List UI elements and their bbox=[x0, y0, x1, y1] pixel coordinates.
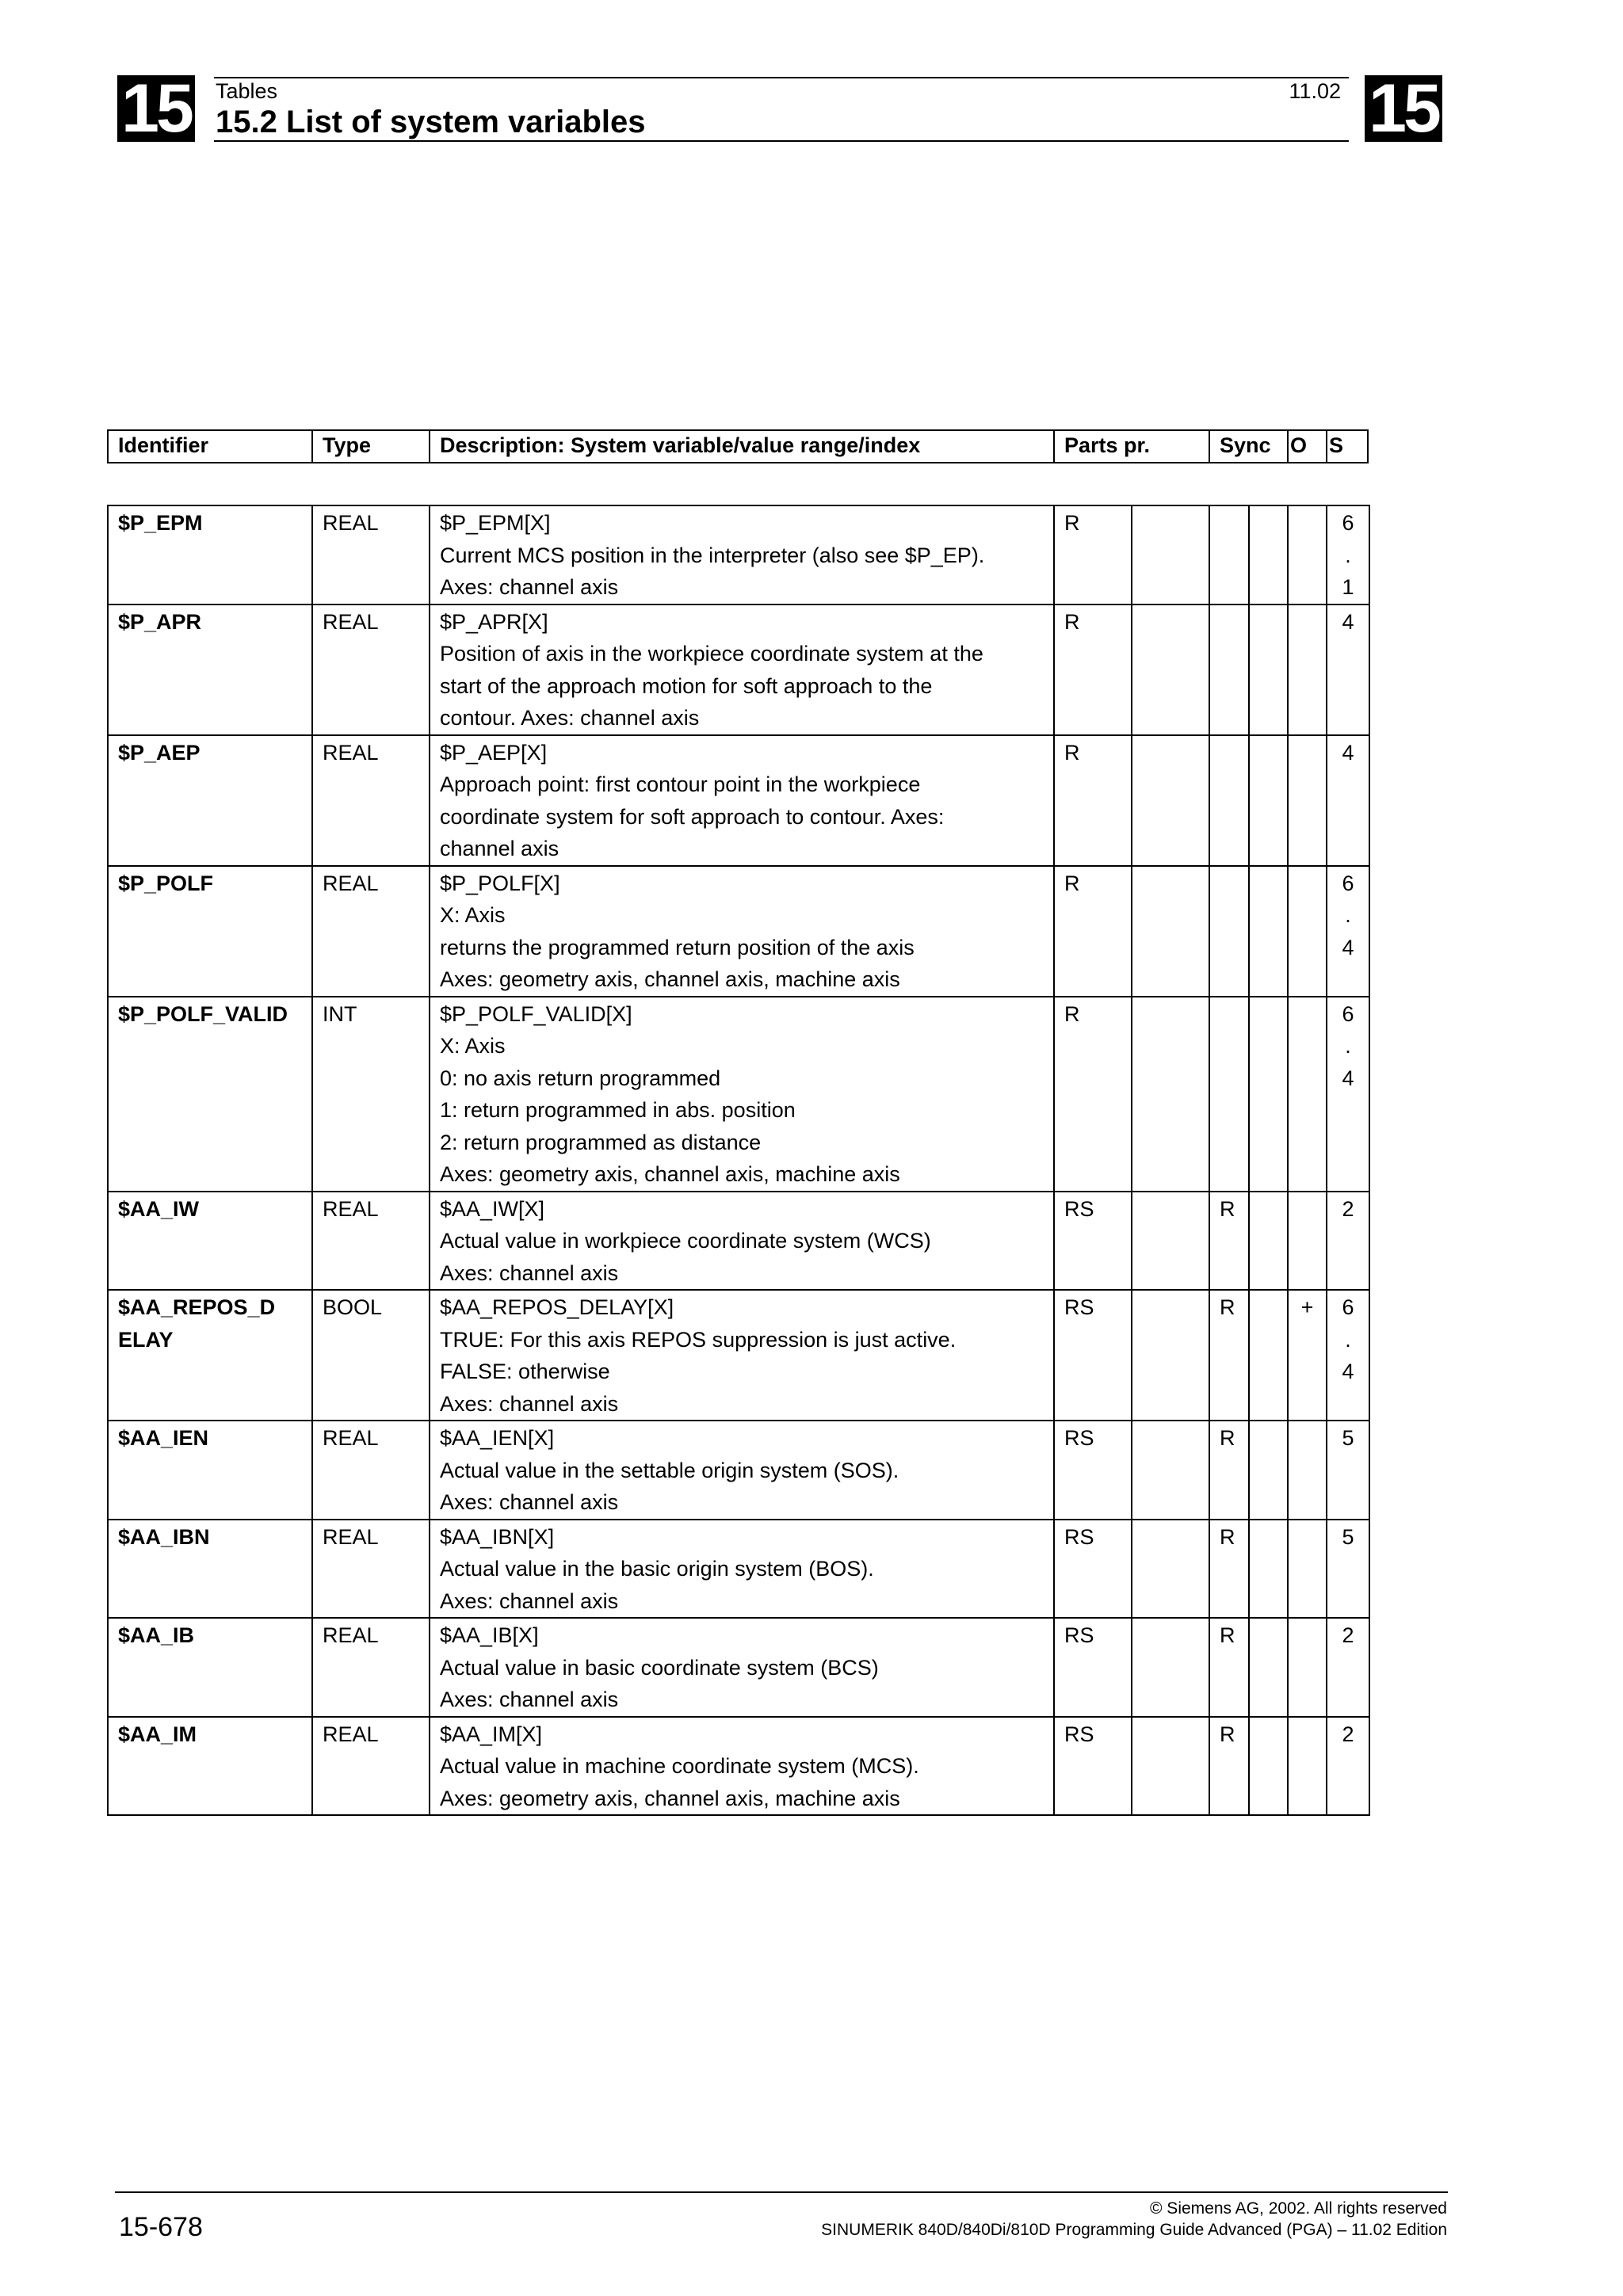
chapter-number-badge-right: 15 bbox=[1365, 75, 1442, 142]
cell-description bbox=[430, 1421, 1054, 1520]
cell-type: REAL bbox=[312, 1618, 430, 1717]
cell-identifier bbox=[108, 1717, 312, 1816]
system-variables-table bbox=[107, 505, 1370, 1816]
cell-parts-pr-2 bbox=[1132, 1290, 1209, 1421]
description-line: $P_POLF[X] bbox=[440, 871, 560, 895]
description-line: $AA_IM[X] bbox=[440, 1722, 543, 1746]
cell-parts-pr-2 bbox=[1132, 1717, 1209, 1816]
header-rule-bottom bbox=[214, 140, 1349, 142]
description-line: TRUE: For this axis REPOS suppression is just active. bbox=[440, 1327, 957, 1352]
identifier-text: $AA_IBN bbox=[118, 1524, 210, 1549]
cell-s bbox=[1327, 997, 1369, 1192]
cell-s bbox=[1327, 1192, 1369, 1291]
description-line: X: Axis bbox=[440, 1034, 506, 1058]
cell-sync-1: R bbox=[1209, 1717, 1249, 1816]
cell-o bbox=[1288, 1192, 1327, 1291]
description-line: $P_EPM[X] bbox=[440, 511, 551, 535]
description-line: Axes: channel axis bbox=[440, 1490, 619, 1514]
cell-description bbox=[430, 1290, 1054, 1421]
cell-description bbox=[430, 605, 1054, 735]
cell-description bbox=[430, 1192, 1054, 1291]
identifier-text: $P_APR bbox=[118, 609, 202, 634]
description-line: Actual value in workpiece coordinate system (WCS) bbox=[440, 1229, 931, 1253]
cell-identifier bbox=[108, 1618, 312, 1717]
col-parts-pr: Parts pr. bbox=[1054, 430, 1209, 463]
col-s: S bbox=[1327, 430, 1368, 463]
cell-description bbox=[430, 1520, 1054, 1619]
cell-o bbox=[1288, 505, 1327, 605]
table-row bbox=[108, 1717, 1369, 1816]
description-line: $AA_IB[X] bbox=[440, 1623, 539, 1647]
cell-type: INT bbox=[312, 997, 430, 1192]
identifier-text: $P_POLF_VALID bbox=[118, 1001, 288, 1026]
header-rule-top bbox=[214, 77, 1349, 78]
description-line: Current MCS position in the interpreter (also see $P_EP). bbox=[440, 543, 985, 567]
identifier-text: $AA_IW bbox=[118, 1196, 200, 1221]
table-row bbox=[108, 1290, 1369, 1421]
cell-parts-pr-2 bbox=[1132, 1618, 1209, 1717]
col-type: Type bbox=[312, 430, 430, 463]
s-value-char: 4 bbox=[1342, 740, 1354, 765]
cell-type: REAL bbox=[312, 605, 430, 735]
description-line: $AA_REPOS_DELAY[X] bbox=[440, 1295, 674, 1319]
cell-description bbox=[430, 505, 1054, 605]
cell-s bbox=[1327, 1717, 1369, 1816]
col-o: O bbox=[1288, 430, 1327, 463]
identifier-text: $P_AEP bbox=[118, 740, 200, 765]
identifier-text: $AA_IEN bbox=[118, 1426, 209, 1450]
cell-o bbox=[1288, 735, 1327, 866]
s-value-char: 1 bbox=[1342, 575, 1354, 599]
cell-o: + bbox=[1288, 1290, 1327, 1421]
description-line: contour. Axes: channel axis bbox=[440, 706, 700, 730]
description-line: coordinate system for soft approach to contour. Axes: bbox=[440, 804, 945, 829]
table-row bbox=[108, 997, 1369, 1192]
cell-s bbox=[1327, 735, 1369, 866]
cell-identifier bbox=[108, 505, 312, 605]
cell-parts-pr-1: R bbox=[1054, 997, 1132, 1192]
cell-description bbox=[430, 997, 1054, 1192]
cell-identifier bbox=[108, 1192, 312, 1291]
edition-date: 11.02 bbox=[1289, 79, 1341, 103]
description-line: $AA_IEN[X] bbox=[440, 1426, 555, 1450]
table-row bbox=[108, 1192, 1369, 1291]
cell-parts-pr-2 bbox=[1132, 997, 1209, 1192]
s-value-char: 2 bbox=[1342, 1623, 1354, 1647]
cell-sync-1 bbox=[1209, 505, 1249, 605]
col-sync: Sync bbox=[1209, 430, 1288, 463]
copyright-notice: © Siemens AG, 2002. All rights reserved bbox=[1150, 2199, 1447, 2218]
cell-sync-1: R bbox=[1209, 1520, 1249, 1619]
cell-identifier bbox=[108, 1290, 312, 1421]
cell-parts-pr-2 bbox=[1132, 605, 1209, 735]
guide-title: SINUMERIK 840D/840Di/810D Programming Guide Advanced (PGA) – 11.02 Edition bbox=[821, 2221, 1447, 2239]
cell-o bbox=[1288, 1421, 1327, 1520]
table-row bbox=[108, 605, 1369, 735]
cell-identifier bbox=[108, 735, 312, 866]
s-value-char: . bbox=[1345, 1327, 1351, 1352]
cell-description bbox=[430, 1717, 1054, 1816]
description-line: 0: no axis return programmed bbox=[440, 1066, 721, 1090]
cell-description bbox=[430, 1618, 1054, 1717]
cell-sync-1 bbox=[1209, 866, 1249, 997]
table-row bbox=[108, 1421, 1369, 1520]
cell-sync-1: R bbox=[1209, 1421, 1249, 1520]
column-header-row bbox=[108, 430, 1368, 463]
description-line: Axes: channel axis bbox=[440, 1589, 619, 1613]
cell-identifier bbox=[108, 1520, 312, 1619]
s-value-char: 6 bbox=[1342, 511, 1354, 535]
description-line: Position of axis in the workpiece coordinate system at the bbox=[440, 642, 983, 666]
description-line: Actual value in the settable origin system (SOS). bbox=[440, 1458, 899, 1482]
table-row bbox=[108, 1618, 1369, 1717]
cell-o bbox=[1288, 1717, 1327, 1816]
cell-sync-1 bbox=[1209, 605, 1249, 735]
cell-sync-1 bbox=[1209, 735, 1249, 866]
cell-parts-pr-1: R bbox=[1054, 735, 1132, 866]
description-line: 2: return programmed as distance bbox=[440, 1130, 762, 1154]
cell-description bbox=[430, 735, 1054, 866]
s-value-char: 2 bbox=[1342, 1196, 1354, 1221]
identifier-text: $AA_REPOS_D bbox=[118, 1295, 276, 1319]
cell-parts-pr-1: RS bbox=[1054, 1421, 1132, 1520]
table-row bbox=[108, 1520, 1369, 1619]
cell-o bbox=[1288, 997, 1327, 1192]
description-line: Axes: geometry axis, channel axis, machine axis bbox=[440, 1162, 900, 1186]
cell-identifier bbox=[108, 1421, 312, 1520]
description-line: Axes: geometry axis, channel axis, machine axis bbox=[440, 967, 900, 991]
cell-type: REAL bbox=[312, 505, 430, 605]
cell-sync-2 bbox=[1249, 1717, 1288, 1816]
cell-parts-pr-1: RS bbox=[1054, 1618, 1132, 1717]
cell-type: REAL bbox=[312, 866, 430, 997]
cell-sync-2 bbox=[1249, 1618, 1288, 1717]
description-line: Axes: channel axis bbox=[440, 1261, 619, 1285]
col-description: Description: System variable/value range/index bbox=[430, 430, 1054, 463]
cell-sync-2 bbox=[1249, 1290, 1288, 1421]
s-value-char: 6 bbox=[1342, 1295, 1354, 1319]
description-line: start of the approach motion for soft approach to the bbox=[440, 673, 933, 698]
description-line: $AA_IW[X] bbox=[440, 1196, 545, 1221]
table-row bbox=[108, 505, 1369, 605]
description-line: Axes: channel axis bbox=[440, 1688, 619, 1711]
cell-identifier bbox=[108, 605, 312, 735]
cell-type: REAL bbox=[312, 1192, 430, 1291]
footer-rule bbox=[115, 2191, 1448, 2193]
cell-sync-1: R bbox=[1209, 1192, 1249, 1291]
cell-s bbox=[1327, 505, 1369, 605]
cell-s bbox=[1327, 1290, 1369, 1421]
cell-type: BOOL bbox=[312, 1290, 430, 1421]
cell-sync-1 bbox=[1209, 997, 1249, 1192]
cell-type: REAL bbox=[312, 1717, 430, 1816]
cell-sync-1: R bbox=[1209, 1290, 1249, 1421]
s-value-char: 5 bbox=[1342, 1426, 1354, 1450]
cell-parts-pr-1: R bbox=[1054, 505, 1132, 605]
col-identifier: Identifier bbox=[108, 430, 312, 463]
identifier-text: $AA_IB bbox=[118, 1623, 195, 1647]
description-line: X: Axis bbox=[440, 903, 506, 927]
s-value-char: 4 bbox=[1342, 935, 1354, 959]
identifier-text: $AA_IM bbox=[118, 1722, 197, 1746]
description-line: $P_APR[X] bbox=[440, 609, 548, 634]
cell-s bbox=[1327, 1618, 1369, 1717]
description-line: Axes: geometry axis, channel axis, machine axis bbox=[440, 1786, 900, 1810]
cell-parts-pr-2 bbox=[1132, 505, 1209, 605]
cell-sync-2 bbox=[1249, 1520, 1288, 1619]
description-line: Approach point: first contour point in the workpiece bbox=[440, 772, 921, 796]
cell-description bbox=[430, 866, 1054, 997]
cell-s bbox=[1327, 1520, 1369, 1619]
page-number: 15-678 bbox=[119, 2212, 203, 2242]
identifier-text: ELAY bbox=[118, 1327, 174, 1352]
s-value-char: . bbox=[1345, 903, 1351, 927]
cell-s bbox=[1327, 866, 1369, 997]
s-value-char: . bbox=[1345, 543, 1351, 567]
cell-parts-pr-2 bbox=[1132, 1192, 1209, 1291]
cell-sync-2 bbox=[1249, 735, 1288, 866]
cell-o bbox=[1288, 866, 1327, 997]
description-line: $AA_IBN[X] bbox=[440, 1524, 555, 1549]
description-line: Axes: channel axis bbox=[440, 1391, 619, 1416]
cell-parts-pr-2 bbox=[1132, 1520, 1209, 1619]
cell-parts-pr-2 bbox=[1132, 866, 1209, 997]
s-value-char: 6 bbox=[1342, 871, 1354, 895]
cell-parts-pr-1: RS bbox=[1054, 1192, 1132, 1291]
table-row bbox=[108, 735, 1369, 866]
cell-type: REAL bbox=[312, 1421, 430, 1520]
table-row bbox=[108, 866, 1369, 997]
cell-sync-2 bbox=[1249, 1421, 1288, 1520]
description-line: Actual value in basic coordinate system (BCS) bbox=[440, 1655, 879, 1680]
cell-sync-2 bbox=[1249, 1192, 1288, 1291]
s-value-char: 2 bbox=[1342, 1722, 1354, 1746]
description-line: 1: return programmed in abs. position bbox=[440, 1098, 796, 1122]
cell-o bbox=[1288, 605, 1327, 735]
s-value-char: 4 bbox=[1342, 1066, 1354, 1090]
s-value-char: 4 bbox=[1342, 1360, 1354, 1383]
cell-parts-pr-1: R bbox=[1054, 866, 1132, 997]
page-title: 15.2 List of system variables bbox=[216, 105, 646, 139]
description-line: $P_AEP[X] bbox=[440, 740, 548, 765]
identifier-text: $P_EPM bbox=[118, 511, 203, 535]
cell-parts-pr-1: RS bbox=[1054, 1717, 1132, 1816]
cell-identifier bbox=[108, 997, 312, 1192]
description-line: $P_POLF_VALID[X] bbox=[440, 1001, 632, 1026]
cell-type: REAL bbox=[312, 735, 430, 866]
description-line: Actual value in machine coordinate system (MCS). bbox=[440, 1754, 919, 1778]
chapter-number-badge-left: 15 bbox=[117, 75, 195, 142]
cell-identifier bbox=[108, 866, 312, 997]
description-line: channel axis bbox=[440, 837, 559, 860]
cell-sync-1: R bbox=[1209, 1618, 1249, 1717]
cell-o bbox=[1288, 1520, 1327, 1619]
description-line: Axes: channel axis bbox=[440, 575, 619, 599]
s-value-char: 6 bbox=[1342, 1001, 1354, 1026]
cell-sync-2 bbox=[1249, 866, 1288, 997]
description-line: returns the programmed return position of the axis bbox=[440, 935, 915, 959]
cell-parts-pr-1: R bbox=[1054, 605, 1132, 735]
s-value-char: . bbox=[1345, 1034, 1351, 1058]
description-line: FALSE: otherwise bbox=[440, 1360, 610, 1383]
section-label: Tables bbox=[216, 79, 278, 103]
cell-o bbox=[1288, 1618, 1327, 1717]
column-header-table bbox=[107, 429, 1369, 463]
description-line: Actual value in the basic origin system (BOS). bbox=[440, 1557, 874, 1581]
s-value-char: 5 bbox=[1342, 1524, 1354, 1549]
cell-sync-2 bbox=[1249, 505, 1288, 605]
cell-parts-pr-1: RS bbox=[1054, 1520, 1132, 1619]
cell-sync-2 bbox=[1249, 605, 1288, 735]
cell-s bbox=[1327, 1421, 1369, 1520]
cell-parts-pr-1: RS bbox=[1054, 1290, 1132, 1421]
cell-type: REAL bbox=[312, 1520, 430, 1619]
cell-sync-2 bbox=[1249, 997, 1288, 1192]
identifier-text: $P_POLF bbox=[118, 871, 214, 895]
s-value-char: 4 bbox=[1342, 609, 1354, 634]
cell-parts-pr-2 bbox=[1132, 1421, 1209, 1520]
cell-parts-pr-2 bbox=[1132, 735, 1209, 866]
cell-s bbox=[1327, 605, 1369, 735]
